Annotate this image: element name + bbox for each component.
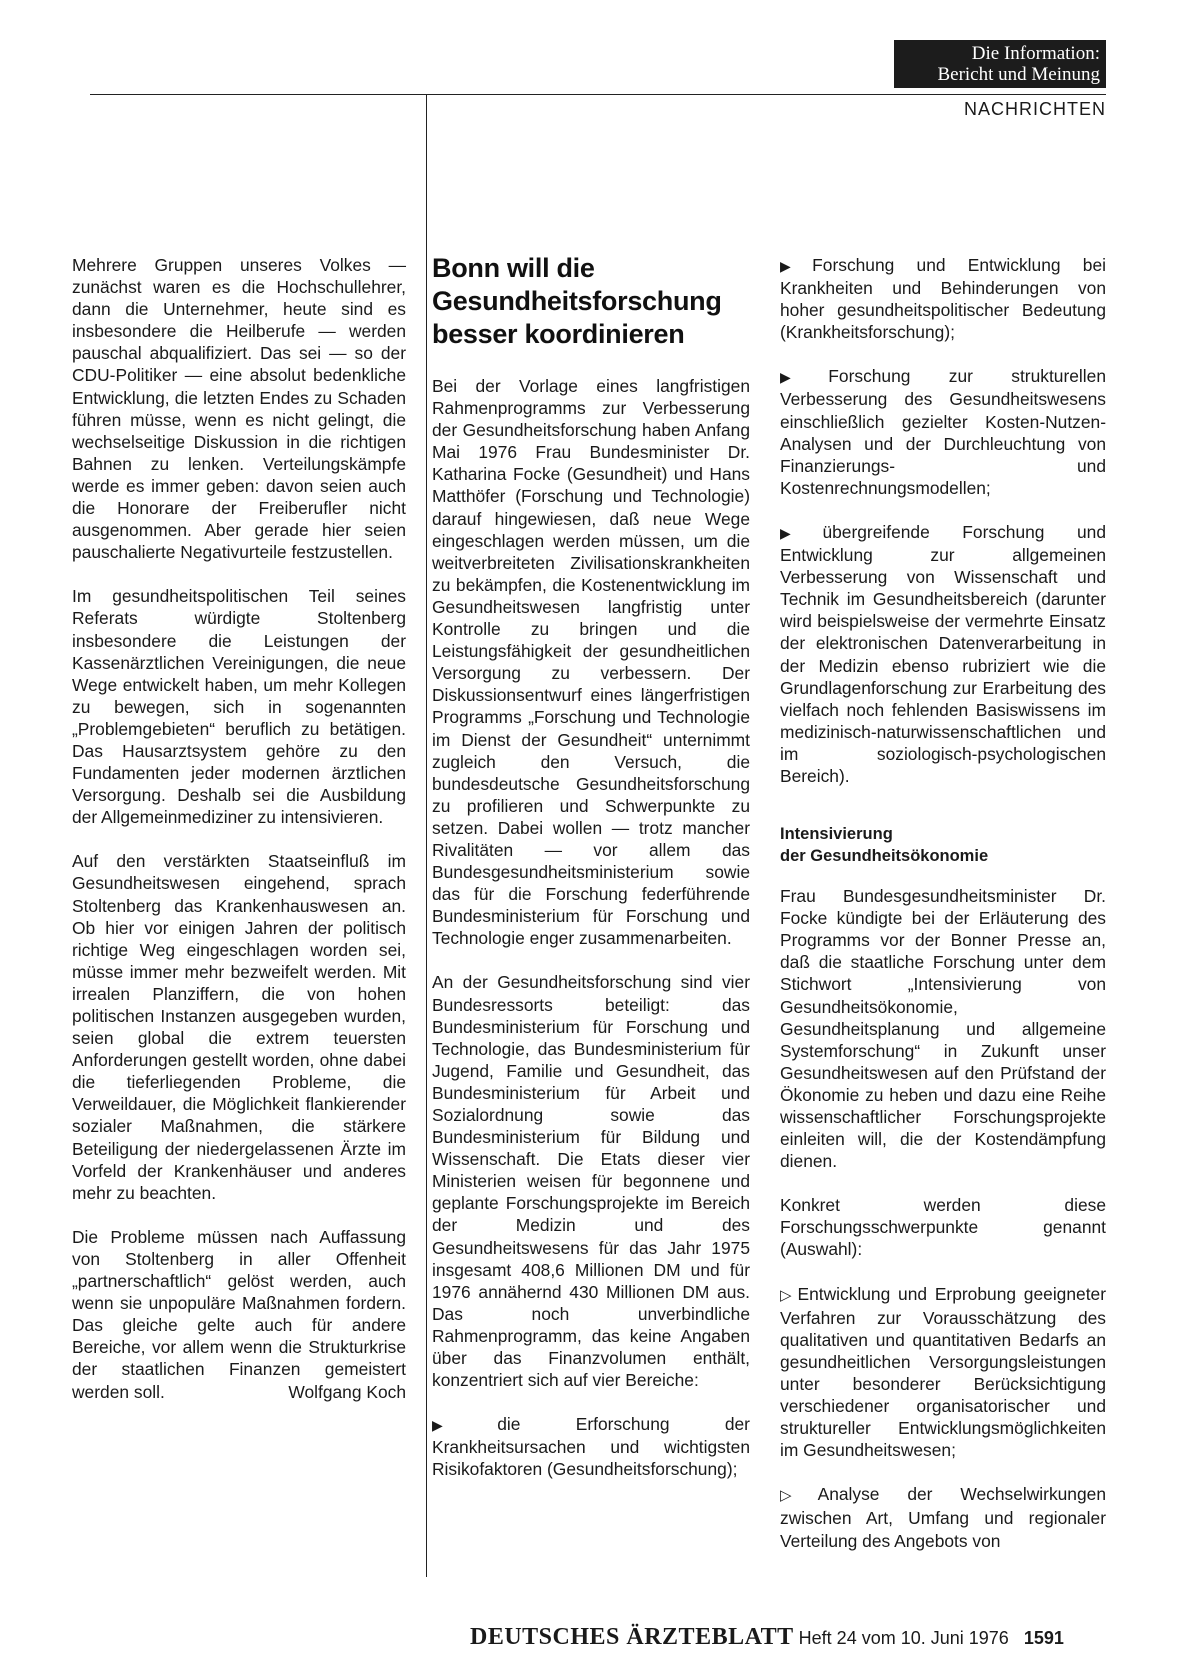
hollow-triangle-icon: ▷ <box>780 1487 815 1505</box>
bullet-text: die Erforschung der Krankheitsursachen und wichtigsten Risikofaktoren (Gesundheitsforschung); <box>432 1414 750 1480</box>
subheading-line-2: der Gesundheitsökonomie <box>780 847 989 866</box>
bullet-text: übergreifende Forschung und Entwicklung zur allgemeinen Verbesserung von Wissenschaft und Technik im Gesundheitsbereich (darunter wird beispielsweise der vermehrte Einsatz der elektronischen Datenverarbeitung in der Medizin ebenso rubriziert wie die Grundlagenforschung zur Erarbeitung des vielfach noch fehlenden Basiswissens im medizinisch-naturwissenschaftlichen und im soziologisch-psychologischen Bereich). <box>780 521 1106 786</box>
right-column <box>780 254 1106 1552</box>
rubric-line-1: Die Information: <box>971 43 1100 64</box>
bullet-text: Entwicklung und Erprobung geeigneter Verfahren zur Vorausschätzung des qualitativen und quantitativen Bedarfs an gesundheitlichen Versorgungsleistungen unter besonderer Berücksichtigung verschiedener organisatorischer und struktureller Entwicklungsmöglichkeiten im Gesundheitswesen; <box>780 1283 1106 1461</box>
subheading <box>780 823 1106 867</box>
filled-triangle-icon: ▶ <box>780 258 809 274</box>
author-name: Wolfgang Koch <box>288 1381 406 1402</box>
bullet-item <box>780 1283 1106 1462</box>
rubric-box <box>894 40 1106 88</box>
rubric-line-2: Bericht und Meinung <box>937 64 1100 85</box>
bullet-text: Forschung und Entwicklung bei Krankheiten und Behinderungen von hoher gesundheitspolitischer Bedeutung (Krankheitsforschung); <box>780 255 1106 343</box>
paragraph: Im gesundheitspolitischen Teil seines Referats würdigte Stoltenberg insbesondere die Leistungen der Kassenärztlichen Vereinigungen, die neue Wege entwickelt haben, um mehr Kollegen zu bewegen, sich in sogenannten „Problemgebieten“ beruflich zu betätigen. Das Hausarztsystem gehöre zu den Fundamenten jeder modernen ärztlichen Versorgung. Deshalb sei die Ausbildung der Allgemeinmediziner zu intensivieren. <box>72 586 406 828</box>
filled-triangle-icon: ▶ <box>780 369 825 386</box>
middle-column <box>432 252 750 1481</box>
magazine-title: DEUTSCHES ÄRZTEBLATT <box>470 1624 794 1650</box>
paragraph: Konkret werden diese Forschungsschwerpunkte genannt (Auswahl): <box>780 1195 1106 1260</box>
paragraph-text: Die Probleme müssen nach Auffassung von Stoltenberg in aller Offenheit „partnerschaftlich“ gelöst werden, auch wenn sie unpopuläre Maßnahmen fordern. Das gleiche gelte auch für andere Bereiche, vor allem wenn die Strukturkrise der staatlichen Finanzen gemeistert werden soll. <box>72 1226 406 1402</box>
bullet-text: Forschung zur strukturellen Verbesserung des Gesundheitswesens einschließlich gezielter Kosten-Nutzen-Analysen und der Durchleuchtung von Finanzierungs- und Kostenrechnungsmodellen; <box>780 366 1106 498</box>
bullet-item <box>780 521 1106 787</box>
header-rule <box>90 94 1106 95</box>
paragraph: Bei der Vorlage eines langfristigen Rahmenprogramms zur Verbesserung der Gesundheitsforschung haben Anfang Mai 1976 Frau Bundesminister Dr. Katharina Focke (Gesundheit) und Hans Matthöfer (Forschung und Technologie) darauf hingewiesen, daß neue Wege eingeschlagen werden müssen, um die weitverbreiteten Zivilisationskrankheiten zu bekämpfen, die Kostenentwicklung im Gesundheitswesen langfristig unter Kontrolle zu bringen und die Leistungsfähigkeit der gesundheitlichen Versorgung zu verbessern. Der Diskussionsentwurf eines längerfristigen Programms „Forschung und Technologie im Dienst der Gesundheit“ unternimmt zugleich den Versuch, die bundesdeutsche Gesundheitsforschung zu profilieren und Schwerpunkte zu setzen. Dabei wollen — trotz mancher Rivalitäten — vor allem das Bundesgesundheitsministerium sowie das für die Forschung federführende Bundesministerium für Forschung und Technologie enger zusammenarbeiten. <box>432 376 750 949</box>
page-footer <box>470 1624 1064 1651</box>
hollow-triangle-icon: ▷ <box>780 1286 795 1304</box>
issue-info: Heft 24 vom 10. Juni 1976 <box>798 1628 1009 1648</box>
section-label: NACHRICHTEN <box>963 99 1106 119</box>
article-headline: Bonn will die Gesundheitsforschung besser koordinieren <box>432 253 722 349</box>
bullet-item <box>780 365 1106 499</box>
column-divider <box>426 95 427 1577</box>
bullet-text: Analyse der Wechselwirkungen zwischen Art, Umfang und regionaler Verteilung des Angebots von <box>780 1484 1106 1551</box>
bullet-item <box>780 254 1106 343</box>
bullet-item <box>432 1413 750 1480</box>
left-column <box>72 254 406 1403</box>
filled-triangle-icon: ▶ <box>780 524 819 541</box>
paragraph: Auf den verstärkten Staatseinfluß im Gesundheitswesen eingehend, sprach Stoltenberg das Krankenhauswesen an. Ob hier vor einigen Jahren der politisch richtige Weg eingeschlagen worden sei, müsse immer mehr bezweifelt werden. Mit irrealen Planziffern, die von hohen politischen Instanzen ausgegeben wurden, seien global die extrem teuersten Anforderungen gestellt worden, ohne dabei die tieferliegenden Probleme, die Verweildauer, die Möglichkeit flankierender sozialer Maßnahmen, die stärkere Beteiligung der niedergelassenen Ärzte im Vorfeld der Krankenhäuser und anderes mehr zu beachten. <box>72 851 406 1203</box>
subheading-line-1: Intensivierung <box>780 825 893 844</box>
paragraph: Frau Bundesgesundheitsminister Dr. Focke kündigte bei der Erläuterung des Programms vor der Bonner Presse an, daß die staatliche Forschung unter dem Stichwort „Intensivierung von Gesundheitsökonomie, Gesundheitsplanung und allgemeine Systemforschung“ in Zukunft unser Gesundheitswesen auf den Prüfstand der Ökonomie zu heben und dazu eine Reihe wissenschaftlicher Forschungsprojekte einleiten will, die der Kostendämpfung dienen. <box>780 886 1106 1172</box>
page-number: 1591 <box>1023 1628 1064 1648</box>
paragraph: Mehrere Gruppen unseres Volkes — zunächst waren es die Hochschullehrer, dann die Unternehmer, heute sind es insbesondere die Heilberufe — werden pauschal abqualifiziert. Das sei — so der CDU-Politiker — eine absolut bedenkliche Entwicklung, die letzten Endes zu Schaden führen müsse, wenn es nicht gelingt, die wechselseitige Diskussion in die richtigen Bahnen zu lenken. Verteilungskämpfe werde es immer geben: davon seien auch die Honorare der Freiberufler nicht ausgenommen. Aber gerade hier seien pauschalierte Negativurteile festzustellen. <box>72 255 406 563</box>
paragraph: An der Gesundheitsforschung sind vier Bundesressorts beteiligt: das Bundesministerium für Forschung und Technologie, das Bundesministerium für Jugend, Familie und Gesundheit, das Bundesministerium für Arbeit und Sozialordnung sowie das Bundesministerium für Bildung und Wissenschaft. Die Etats dieser vier Ministerien weisen für begonnene und geplante Forschungsprojekte im Bereich der Medizin und des Gesundheitswesens für das Jahr 1975 insgesamt 408,6 Millionen DM und für 1976 annähernd 430 Millionen DM aus. Das noch unverbindliche Rahmenprogramm, das keine Angaben über das Finanzvolumen enthält, konzentriert sich auf vier Bereiche: <box>432 972 750 1391</box>
filled-triangle-icon: ▶ <box>432 1417 494 1434</box>
paragraph <box>72 1226 406 1403</box>
bullet-item <box>780 1483 1106 1551</box>
